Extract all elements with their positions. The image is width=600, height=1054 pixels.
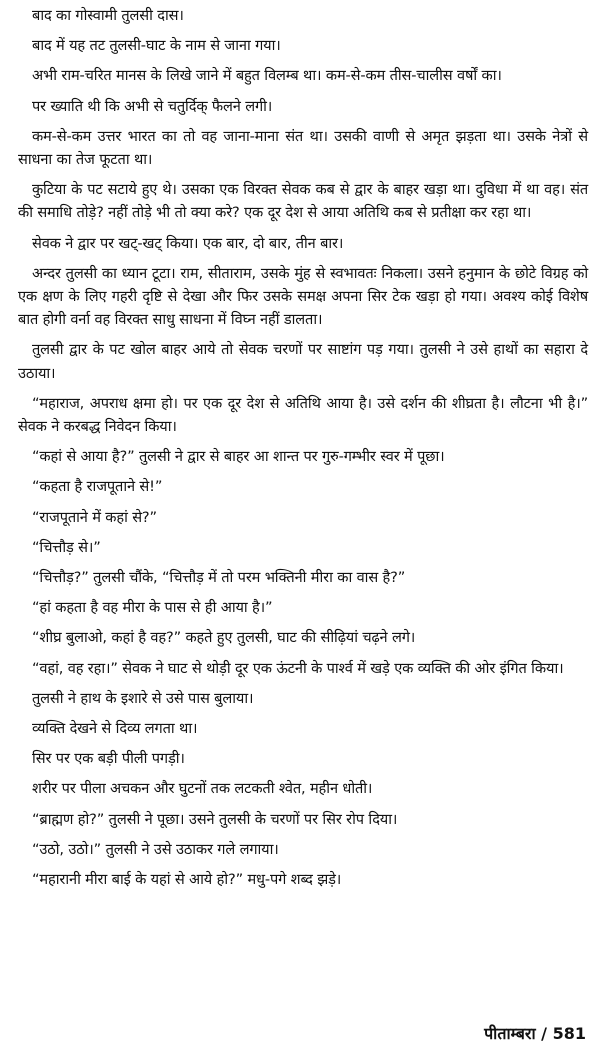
paragraph-11: “कहां से आया है?” तुलसी ने द्वार से बाहर आ शान्त पर गुरु-गम्भीर स्वर में पूछा। bbox=[32, 448, 445, 466]
paragraph-18: “वहां, वह रहा।” सेवक ने घाट से थोड़ी दूर एक ऊंटनी के पार्श्व में खड़े एक व्यक्ति की ओर इंगित किया। bbox=[32, 659, 564, 677]
page-footer: पीताम्बरा / 581 bbox=[484, 1024, 586, 1043]
paragraph-2: बाद में यह तट तुलसी-घाट के नाम से जाना गया। bbox=[32, 37, 281, 55]
paragraph-9: तुलसी द्वार के पट खोल बाहर आये तो सेवक चरणों पर साष्टांग पड़ गया। तुलसी ने उसे हाथों का सहारा दे उठाया। bbox=[18, 341, 588, 382]
paragraph-19: तुलसी ने हाथ के इशारे से उसे पास बुलाया। bbox=[32, 689, 254, 707]
paragraph-25: “महारानी मीरा बाई के यहां से आये हो?” मधु-पगे शब्द झड़े। bbox=[32, 871, 342, 889]
paragraph-5: कम-से-कम उत्तर भारत का तो वह जाना-माना संत था। उसकी वाणी से अमृत झड़ता था। उसके नेत्रों से साधना का तेज फूटता था। bbox=[18, 127, 588, 169]
paragraph-1: बाद का गोस्वामी तुलसी दास। bbox=[32, 7, 184, 24]
paragraph-12: “कहता है राजपूताने से!” bbox=[32, 478, 163, 496]
paragraph-24: “उठो, उठो।” तुलसी ने उसे उठाकर गले लगाया। bbox=[32, 840, 279, 858]
paragraph-17: “शीघ्र बुलाओ, कहां है वह?” कहते हुए तुलसी, घाट की सीढ़ियां चढ़ने लगे। bbox=[32, 629, 416, 647]
paragraph-14: “चित्तौड़ से।” bbox=[32, 538, 101, 556]
paragraph-10: “महाराज, अपराध क्षमा हो। पर एक दूर देश से अतिथि आया है। उसे दर्शन की शीघ्रता है। लौटना भी है।” सेवक ने करबद्ध निवेदन किया। bbox=[18, 394, 588, 436]
paragraph-3: अभी राम-चरित मानस के लिखे जाने में बहुत विलम्ब था। कम-से-कम तीस-चालीस वर्षों का। bbox=[32, 67, 502, 85]
paragraph-4: पर ख्याति थी कि अभी से चतुर्दिक् फैलने लगी। bbox=[32, 97, 273, 115]
paragraph-21: सिर पर एक बड़ी पीली पगड़ी। bbox=[32, 750, 185, 768]
page-body bbox=[18, 4, 588, 898]
paragraph-15: “चित्तौड़?” तुलसी चौंके, “चित्तौड़ में तो परम भक्तिनी मीरा का वास है?” bbox=[32, 569, 406, 587]
paragraph-8: अन्दर तुलसी का ध्यान टूटा। राम, सीताराम, उसके मुंह से स्वभावतः निकला। उसने हनुमान के छोटे विग्रह को एक क्षण के लिए गहरी दृष्टि से देखा और फिर उसके समक्ष अपना सिर टेक खड़ा हो गया। अवश्य कोई विशेष बात होगी वर्ना वह विरक्त साधु साधना में विघ्न नहीं डालता। bbox=[18, 264, 588, 329]
paragraph-23: “ब्राह्मण हो?” तुलसी ने पूछा। उसने तुलसी के चरणों पर सिर रोप दिया। bbox=[32, 810, 398, 828]
paragraph-6: कुटिया के पट सटाये हुए थे। उसका एक विरक्त सेवक कब से द्वार के बाहर खड़ा था। दुविधा में था वह। संत की समाधि तोड़े? नहीं तोड़े भी तो क्या करे? एक दूर देश से आया अतिथि कब से प्रतीक्षा कर रहा था। bbox=[18, 181, 588, 222]
paragraph-13: “राजपूताने में कहां से?” bbox=[32, 508, 157, 526]
paragraph-22: शरीर पर पीला अचकन और घुटनों तक लटकती श्वेत, महीन धोती। bbox=[32, 780, 373, 798]
paragraph-16: “हां कहता है वह मीरा के पास से ही आया है।” bbox=[32, 599, 273, 617]
paragraph-20: व्यक्ति देखने से दिव्य लगता था। bbox=[32, 720, 198, 738]
paragraph-7: सेवक ने द्वार पर खट्-खट् किया। एक बार, दो बार, तीन बार। bbox=[32, 234, 344, 252]
